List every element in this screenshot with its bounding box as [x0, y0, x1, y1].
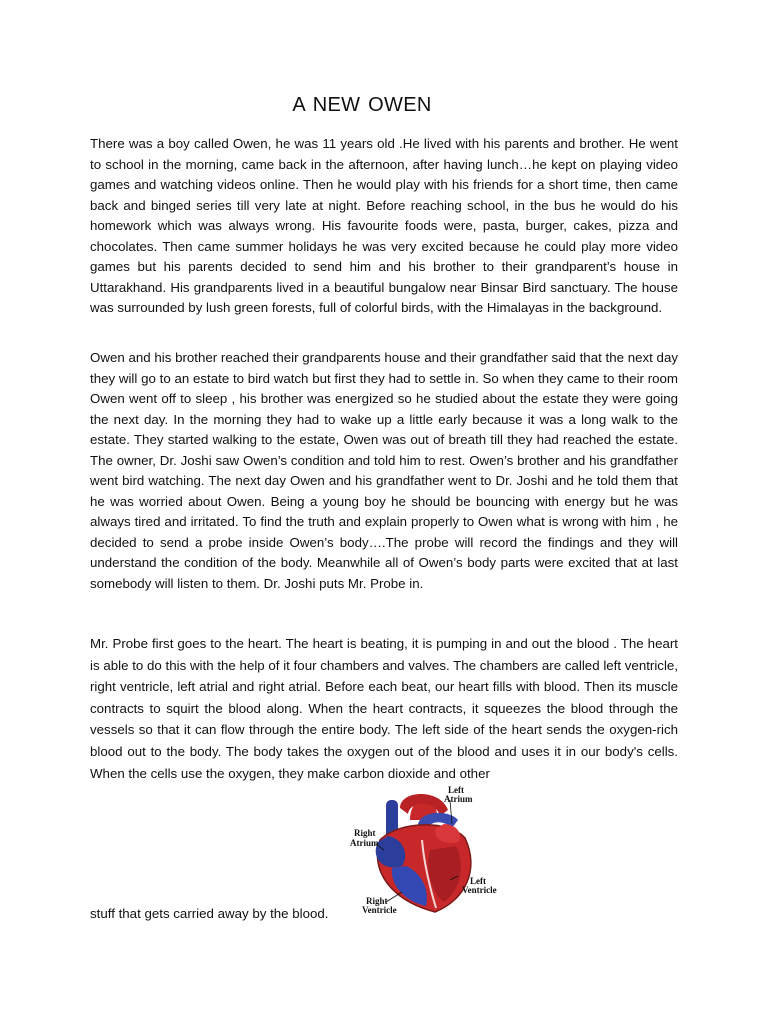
document-title: A NEW OWEN [292, 94, 432, 116]
label-right-ventricle-line1: Right [366, 896, 388, 906]
paragraph-1: There was a boy called Owen, he was 11 years old .He lived with his parents and brother. He went to school in the morning, came back in the afternoon, after having lunch…he kept on playing video games and watching videos online. Then he would play with his friends for a short time, then came back and binged series till very late at night. Before reaching school, in the bus he would do his homework which was always wrong. His favourite foods were, pasta, burger, cakes, pizza and chocolates. Then came summer holidays he was very excited because he could play more video games but his parents decided to send him and his brother to their grandparent’s house in Uttarakhand. His grandparents lived in a beautiful bungalow near Binsar Bird sanctuary. The house was surrounded by lush green forests, full of colorful birds, with the Himalayas in the background. [90, 136, 678, 315]
label-right-ventricle-line2: Ventricle [362, 905, 397, 915]
leader-right-ventricle [386, 892, 402, 902]
paragraph-tail: stuff that gets carried away by the blood. [90, 906, 329, 921]
paragraph-3: Mr. Probe first goes to the heart. The heart is beating, it is pumping in and out the blood . The heart is able to do this with the help of it four chambers and valves. The chambers are called left ventricle, right ventricle, left atrial and right atrial. Before each beat, our heart fills with blood. Then its muscle contracts to squirt the blood along. When the heart contracts, it squeezes the blood through the vessels so that it can flow through the entire body. The left side of the heart sends the oxygen-rich blood out to the body. The body takes the oxygen out of the blood and uses it in our body's cells. When the cells use the oxygen, they make carbon dioxide and other [90, 636, 678, 781]
label-left-ventricle-line1: Left [470, 876, 486, 886]
paragraph-2: Owen and his brother reached their grandparents house and their grandfather said that the next day they will go to an estate to bird watch but first they had to settle in. So when they came to their room Owen went off to sleep , his brother was energized so he studied about the estate they were going the next day. In the morning they had to wake up a little early because it was a long walk to the estate. They started walking to the estate, Owen was out of breath till they had reached the estate. The owner, Dr. Joshi saw Owen’s condition and told him to rest. Owen’s brother and his grandfather went bird watching. The next day Owen and his grandfather went to Dr. Joshi and he told them that he was worried about Owen. Being a young boy he should be bouncing with energy but he was always tired and irritated. To find the truth and explain properly to Owen what is wrong with him , he decided to send a probe inside Owen’s body….The probe will record the findings and they will understand the condition of the body. Meanwhile all of Owen’s body parts were excited that at last somebody will listen to them. Dr. Joshi puts Mr. Probe in. [90, 350, 678, 591]
label-right-atrium-line1: Right [354, 828, 376, 838]
heart-diagram [340, 780, 510, 920]
label-right-atrium-line2: Atrium [350, 838, 379, 848]
label-left-atrium-line2: Atrium [444, 794, 473, 804]
label-left-atrium-line1: Left [448, 785, 464, 795]
label-left-ventricle-line2: Ventricle [462, 885, 497, 895]
